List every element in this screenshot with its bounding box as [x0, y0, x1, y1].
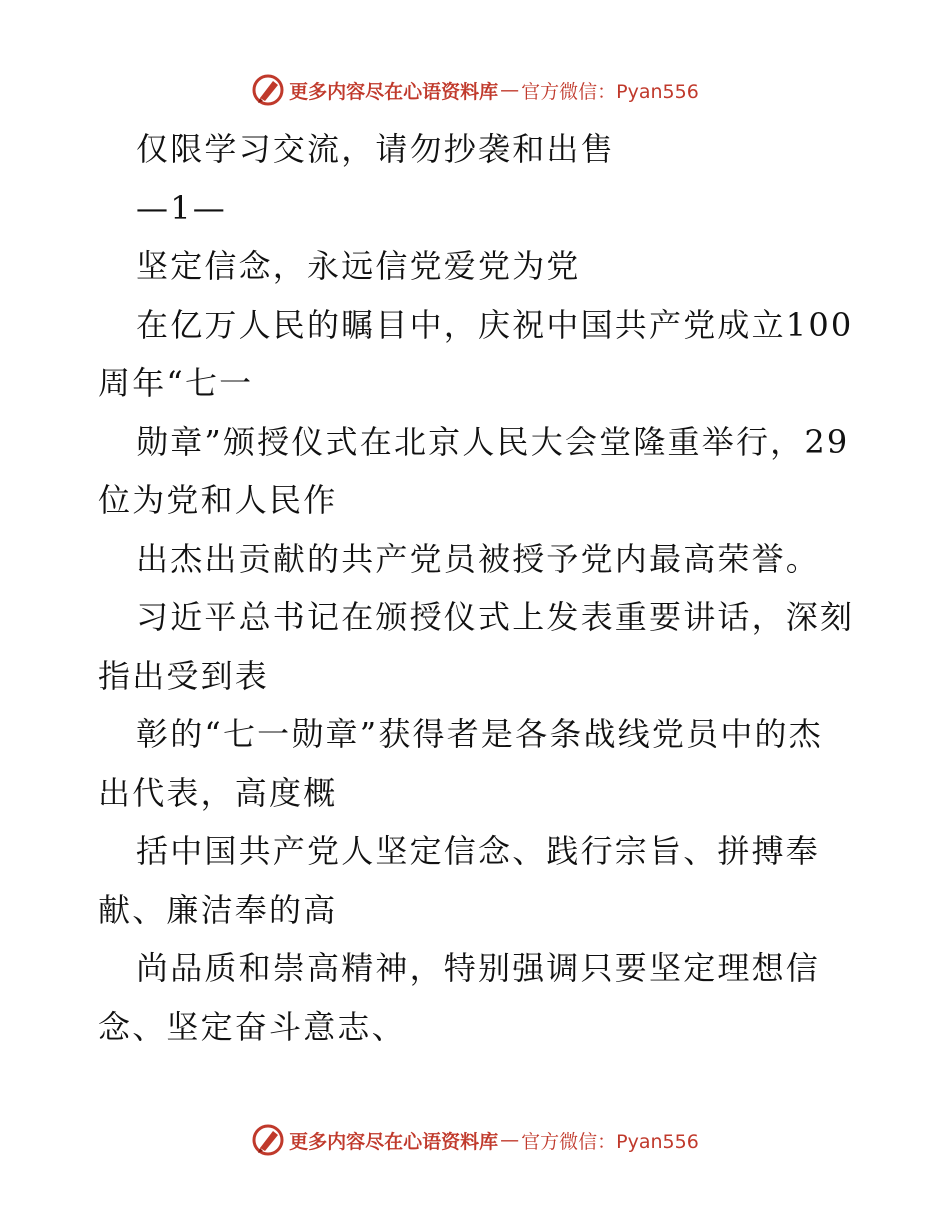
body-line: 念、坚定奋斗意志、 [98, 1007, 406, 1046]
watermark-brand: 更多内容尽在心语资料库 [289, 1130, 499, 1153]
section-heading: 坚定信念，永远信党爱党为党 [136, 247, 581, 285]
body-line: 出代表，高度概 [98, 773, 338, 812]
watermark-dash: — [500, 79, 520, 101]
body-line: 括中国共产党人坚定信念、践行宗旨、拼搏奉 [136, 832, 821, 870]
watermark-wechat: 官方微信：Pyan556 [521, 80, 699, 103]
body-line: 习近平总书记在颁授仪式上发表重要讲话，深刻 [136, 598, 855, 636]
header-watermark [0, 70, 950, 110]
body-line: 仅限学习交流，请勿抄袭和出售 [136, 130, 615, 168]
body-line: 献、廉洁奉的高 [98, 890, 338, 929]
body-line: 勋章”颁授仪式在北京人民大会堂隆重举行，29 [136, 422, 850, 461]
watermark-dash: — [500, 1129, 520, 1151]
body-line: 周年“七一 [98, 364, 254, 402]
pen-circle-logo-icon [251, 1123, 285, 1157]
body-line: 在亿万人民的瞩目中，庆祝中国共产党成立100 [136, 305, 854, 344]
pen-circle-logo-icon [251, 73, 285, 107]
body-line: 彰的“七一勋章”获得者是各条战线党员中的杰 [136, 715, 823, 753]
body-line: 尚品质和崇高精神，特别强调只要坚定理想信 [136, 949, 821, 987]
watermark-wechat: 官方微信：Pyan556 [521, 1130, 699, 1153]
body-line: 位为党和人民作 [98, 481, 338, 519]
body-line: 指出受到表 [98, 656, 270, 695]
page-number-line: —1— [136, 188, 227, 227]
footer-watermark [0, 1120, 950, 1160]
document-body [98, 120, 858, 1056]
body-line: 出杰出贡献的共产党员被授予党内最高荣誉。 [136, 539, 821, 578]
watermark-brand: 更多内容尽在心语资料库 [289, 80, 499, 103]
